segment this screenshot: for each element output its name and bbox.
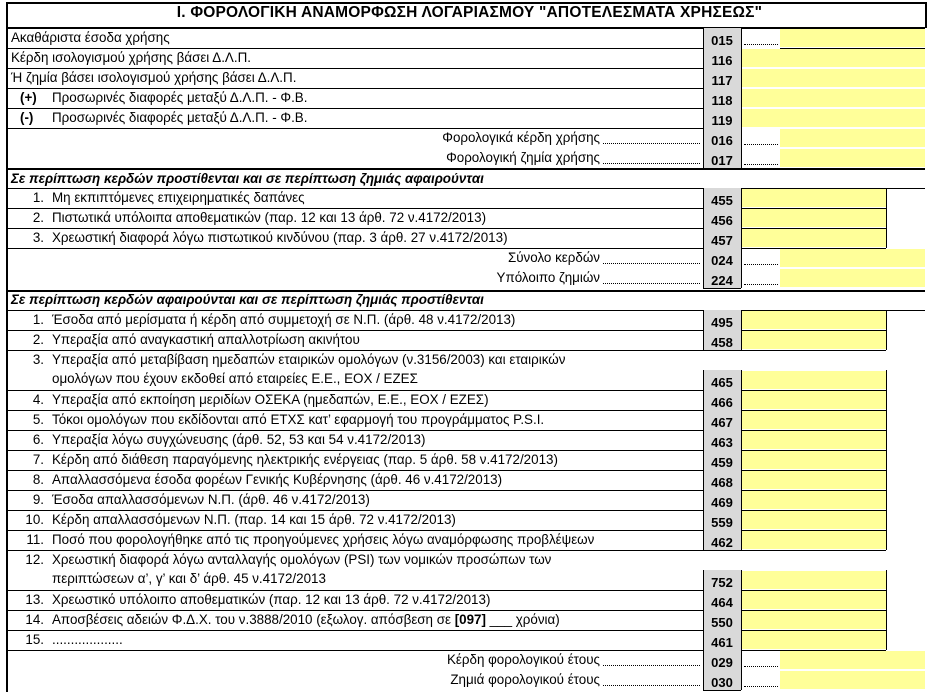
code-cell: 017 xyxy=(703,148,741,168)
leader-dots xyxy=(744,164,778,165)
amount-input[interactable] xyxy=(742,311,886,329)
row-label: Υπεραξία από εκποίηση μεριδίων ΟΣΕΚΑ (ημεδαπών, Ε.Ε., ΕΟΧ / ΕΖΕΣ) xyxy=(52,392,489,407)
amount-input[interactable] xyxy=(742,89,925,107)
sign-marker: (+) xyxy=(20,90,37,105)
rule-line xyxy=(6,248,741,249)
rule-line xyxy=(886,630,887,650)
row-label: Χρεωστικό υπόλοιπο αποθεματικών (παρ. 12 και 13 άρθ. 72 ν.4172/2013) xyxy=(52,592,491,607)
row-number: 1. xyxy=(32,190,44,205)
leader-dots xyxy=(744,264,778,265)
years-blank: ___ χρόνια) xyxy=(485,612,560,627)
rule-line xyxy=(741,128,742,148)
rule-line xyxy=(703,510,704,530)
form-title: I. ΦΟΡΟΛΟΓΙΚΗ ΑΝΑΜΟΡΦΩΣΗ ΛΟΓΑΡΙΑΣΜΟΥ "ΑΠΟΤΕΛΕΣΜΑΤΑ ΧΡΗΣΕΩΣ" xyxy=(176,4,763,21)
amount-input[interactable] xyxy=(742,209,886,227)
rule-line xyxy=(703,470,704,490)
leader-dots xyxy=(744,284,778,285)
code-cell: 455 xyxy=(703,188,741,208)
rule-line xyxy=(6,208,741,209)
leader-dots xyxy=(603,163,700,164)
amount-input[interactable] xyxy=(742,471,886,489)
rule-line xyxy=(741,650,742,670)
code-cell: 469 xyxy=(703,490,741,510)
amount-input[interactable] xyxy=(742,431,886,449)
rule-line xyxy=(886,530,887,550)
amount-input[interactable] xyxy=(742,511,886,529)
code-cell: 024 xyxy=(703,248,741,268)
rule-line xyxy=(6,530,741,531)
rule-line xyxy=(6,350,741,351)
code-cell: 118 xyxy=(703,88,741,108)
rule-line xyxy=(741,350,886,351)
row-label: Κέρδη από διάθεση παραγόμενης ηλεκτρικής ενέργειας (παρ. 5 άρθ. 58 ν.4172/2013) xyxy=(52,452,558,467)
field-reference-code: [097] xyxy=(454,612,486,627)
rule-line xyxy=(703,88,704,108)
row-number: 1. xyxy=(32,312,44,327)
rule-line xyxy=(741,670,742,690)
code-cell: 495 xyxy=(703,310,741,330)
row-number: 6. xyxy=(32,432,44,447)
leader-dots xyxy=(603,143,700,144)
rule-line xyxy=(741,550,886,551)
row-number: 3. xyxy=(32,352,44,367)
row-number: 9. xyxy=(32,492,44,507)
rule-line xyxy=(703,288,741,289)
code-cell: 463 xyxy=(703,430,741,450)
rule-line xyxy=(6,490,741,491)
rule-line xyxy=(703,128,704,148)
rule-line xyxy=(886,330,887,350)
rule-line xyxy=(703,650,704,670)
code-cell: 458 xyxy=(703,330,741,350)
amount-input[interactable] xyxy=(780,129,925,147)
amount-input[interactable] xyxy=(742,491,886,509)
rule-line xyxy=(703,108,704,128)
rule-line xyxy=(886,410,887,430)
rule-line xyxy=(6,128,741,129)
amount-input[interactable] xyxy=(742,451,886,469)
amount-input[interactable] xyxy=(780,149,925,167)
amount-input[interactable] xyxy=(780,671,925,689)
leader-dots xyxy=(603,283,700,284)
rule-line xyxy=(6,330,741,331)
rule-line xyxy=(703,370,704,390)
row-label: Απαλλασσόμενα έσοδα φορέων Γενικής Κυβέρνησης (άρθ. 46 ν.4172/2013) xyxy=(52,472,503,487)
code-cell: 119 xyxy=(703,108,741,128)
rule-line xyxy=(703,28,704,48)
row-number: 7. xyxy=(32,452,44,467)
row-label-continued: περιπτώσεων α’, γ’ και δ’ άρθ. 45 ν.4172/2013 xyxy=(52,571,326,586)
rule-line xyxy=(703,450,704,470)
amount-input[interactable] xyxy=(780,651,925,669)
amount-input[interactable] xyxy=(780,269,925,287)
total-label: Σύνολο κερδών xyxy=(507,250,600,265)
rule-line xyxy=(703,68,704,88)
rule-line xyxy=(886,510,887,530)
row-label: Ποσό που φορολογήθηκε από τις προηγούμενες χρήσεις λόγω αναμόρφωσης προβλέψεων xyxy=(52,532,595,547)
amount-input[interactable] xyxy=(742,531,886,549)
rule-line xyxy=(886,430,887,450)
amount-input[interactable] xyxy=(742,611,886,629)
row-label: Προσωρινές διαφορές μεταξύ Δ.Λ.Π. - Φ.Β. xyxy=(52,110,308,125)
rule-line xyxy=(6,48,741,49)
rule-line xyxy=(703,310,704,330)
row-number: 14. xyxy=(25,612,44,627)
rule-line xyxy=(703,390,704,410)
rule-line xyxy=(703,228,704,248)
rule-line xyxy=(703,570,704,590)
code-cell: 457 xyxy=(703,228,741,248)
code-cell: 752 xyxy=(703,570,741,590)
leader-dots xyxy=(744,144,778,145)
rule-line xyxy=(6,228,741,229)
amount-input[interactable] xyxy=(742,331,886,349)
rule-line xyxy=(6,610,741,611)
amount-input[interactable] xyxy=(742,109,925,127)
code-cell: 116 xyxy=(703,48,741,68)
rule-line xyxy=(703,248,704,268)
rule-line xyxy=(886,390,887,410)
rule-line xyxy=(703,148,704,168)
row-number: 15. xyxy=(25,632,44,647)
row-number: 10. xyxy=(25,512,44,527)
row-label: Έσοδα απαλλασσόμενων Ν.Π. (άρθ. 46 ν.4172/2013) xyxy=(52,492,370,507)
code-cell: 462 xyxy=(703,530,741,550)
rule-line xyxy=(6,108,741,109)
rule-line xyxy=(703,208,704,228)
rule-line xyxy=(703,188,704,208)
code-cell: 461 xyxy=(703,630,741,650)
rule-line xyxy=(703,268,704,288)
code-cell: 224 xyxy=(703,268,741,288)
row-label: Ακαθάριστα έσοδα χρήσης xyxy=(11,30,170,45)
total-label: Κέρδη φορολογικού έτους xyxy=(446,652,600,667)
amount-input[interactable] xyxy=(742,371,886,389)
code-cell: 456 xyxy=(703,208,741,228)
leader-dots xyxy=(603,263,700,264)
leader-dots xyxy=(744,44,778,45)
rule-line xyxy=(703,690,741,691)
rule-line xyxy=(6,470,741,471)
row-number: 12. xyxy=(25,552,44,567)
rule-line xyxy=(925,2,927,28)
code-cell: 550 xyxy=(703,610,741,630)
leader-dots xyxy=(603,685,700,686)
rule-line xyxy=(741,248,742,268)
code-cell: 465 xyxy=(703,370,741,390)
rule-line xyxy=(886,370,887,390)
total-label: Φορολογικά κέρδη χρήσης xyxy=(442,130,600,145)
rule-line xyxy=(886,610,887,630)
code-cell: 467 xyxy=(703,410,741,430)
row-label: Υπεραξία από αναγκαστική απαλλοτρίωση ακινήτου xyxy=(52,332,360,347)
row-label: Χρεωστική διαφορά λόγω ανταλλαγής ομολόγων (PSI) των νομικών προσώπων των xyxy=(52,552,552,567)
amount-input[interactable] xyxy=(742,591,886,609)
rule-line xyxy=(703,630,704,650)
row-number: 2. xyxy=(32,210,44,225)
code-cell: 464 xyxy=(703,590,741,610)
row-number: 2. xyxy=(32,332,44,347)
row-label-text: Αποσβέσεις αδειών Φ.Δ.Χ. του ν.3888/2010 (εξωλογ. απόσβεση σε xyxy=(52,612,455,627)
code-cell: 117 xyxy=(703,68,741,88)
leader-dots xyxy=(744,666,778,667)
rule-line xyxy=(886,590,887,610)
row-number: 11. xyxy=(26,532,44,547)
row-label: Μη εκπιπτόμενες επιχειρηματικές δαπάνες xyxy=(52,190,305,205)
amount-input[interactable] xyxy=(780,29,925,47)
row-number: 13. xyxy=(25,592,44,607)
rule-line xyxy=(703,490,704,510)
code-cell: 559 xyxy=(703,510,741,530)
row-label: Πιστωτικά υπόλοιπα αποθεματικών (παρ. 12 και 13 άρθ. 72 ν.4172/2013) xyxy=(52,210,487,225)
row-label: Έσοδα από μερίσματα ή κέρδη από συμμετοχή σε Ν.Π. (άρθ. 48 ν.4172/2013) xyxy=(52,312,516,327)
rule-line xyxy=(741,28,742,48)
row-number: 3. xyxy=(32,230,44,245)
row-label xyxy=(52,612,560,628)
rule-line xyxy=(6,430,741,431)
rule-line xyxy=(6,650,741,651)
code-cell: 030 xyxy=(703,670,741,690)
row-label: Προσωρινές διαφορές μεταξύ Δ.Λ.Π. - Φ.Β. xyxy=(52,90,308,105)
row-label: Υπεραξία λόγω συγχώνευσης (άρθ. 52, 53 και 54 ν.4172/2013) xyxy=(52,432,426,447)
code-cell: 029 xyxy=(703,650,741,670)
rule-line xyxy=(6,168,925,170)
total-label: Υπόλοιπο ζημιών xyxy=(496,270,600,285)
rule-line xyxy=(6,2,925,4)
row-number: 5. xyxy=(32,412,44,427)
code-cell: 466 xyxy=(703,390,741,410)
rule-line xyxy=(886,470,887,490)
rule-line xyxy=(886,490,887,510)
rule-line xyxy=(886,188,887,208)
leader-dots xyxy=(603,665,700,666)
row-label: Χρεωστική διαφορά λόγω πιστωτικού κινδύνου (παρ. 3 άρθ. 27 ν.4172/2013) xyxy=(52,230,508,245)
amount-input[interactable] xyxy=(742,229,886,247)
rule-line xyxy=(886,310,887,330)
amount-input[interactable] xyxy=(742,411,886,429)
rule-line xyxy=(6,2,8,692)
rule-line xyxy=(6,390,741,391)
rule-line xyxy=(703,590,704,610)
total-label: Ζημιά φορολογικού έτους xyxy=(450,672,600,687)
rule-line xyxy=(703,410,704,430)
amount-input[interactable] xyxy=(742,189,886,207)
rule-line xyxy=(886,208,887,228)
amount-input[interactable] xyxy=(742,49,925,67)
code-cell: 459 xyxy=(703,450,741,470)
rule-line xyxy=(6,510,741,511)
code-cell: 016 xyxy=(703,128,741,148)
rule-line xyxy=(6,410,741,411)
amount-input[interactable] xyxy=(742,69,925,87)
code-cell: 468 xyxy=(703,470,741,490)
code-cell: 015 xyxy=(703,28,741,48)
amount-input[interactable] xyxy=(742,631,886,649)
rule-line xyxy=(703,48,704,68)
rule-line xyxy=(703,610,704,630)
row-label: Τόκοι ομολόγων που εκδίδονται από ΕΤΧΣ κατ’ εφαρμογή του προγράμματος P.S.I. xyxy=(52,412,545,427)
rule-line xyxy=(6,630,741,631)
row-label: Κέρδη ισολογισμού χρήσης βάσει Δ.Λ.Π. xyxy=(11,50,251,65)
row-label: Κέρδη απαλλασσόμενων Ν.Π. (παρ. 14 και 15 άρθ. 72 ν.4172/2013) xyxy=(52,512,456,527)
row-number: 4. xyxy=(32,392,44,407)
row-label: Υπεραξία από μεταβίβαση ημεδαπών εταιρικών ομολόγων (ν.3156/2003) και εταιρικών xyxy=(52,352,566,367)
rule-line xyxy=(6,88,741,89)
rule-line xyxy=(886,450,887,470)
rule-line xyxy=(703,330,704,350)
rule-line xyxy=(741,268,742,288)
leader-dots xyxy=(744,686,778,687)
rule-line xyxy=(886,570,887,590)
row-number: 8. xyxy=(32,472,44,487)
rule-line xyxy=(886,228,887,248)
rule-line xyxy=(703,430,704,450)
rule-line xyxy=(6,590,741,591)
amount-input[interactable] xyxy=(742,391,886,409)
rule-line xyxy=(741,148,742,168)
rule-line xyxy=(703,530,704,550)
row-label: ................... xyxy=(52,632,123,647)
amount-input[interactable] xyxy=(742,571,886,589)
row-label: Ή ζημία βάσει ισολογισμού χρήσης βάσει Δ.Λ.Π. xyxy=(11,70,297,85)
rule-line xyxy=(6,450,741,451)
section-header: Σε περίπτωση κερδών προστίθενται και σε περίπτωση ζημιάς αφαιρούνται xyxy=(11,171,484,186)
amount-input[interactable] xyxy=(780,249,925,267)
total-label: Φορολογική ζημία χρήσης xyxy=(446,150,600,165)
sign-marker: (-) xyxy=(20,110,34,125)
rule-line xyxy=(703,670,704,690)
section-header: Σε περίπτωση κερδών αφαιρούνται και σε περίπτωση ζημιάς προστίθενται xyxy=(11,292,484,307)
rule-line xyxy=(6,550,741,551)
rule-line xyxy=(6,68,741,69)
row-label-continued: ομολόγων που έχουν εκδοθεί από εταιρείες Ε.Ε., ΕΟΧ / ΕΖΕΣ xyxy=(52,371,418,386)
